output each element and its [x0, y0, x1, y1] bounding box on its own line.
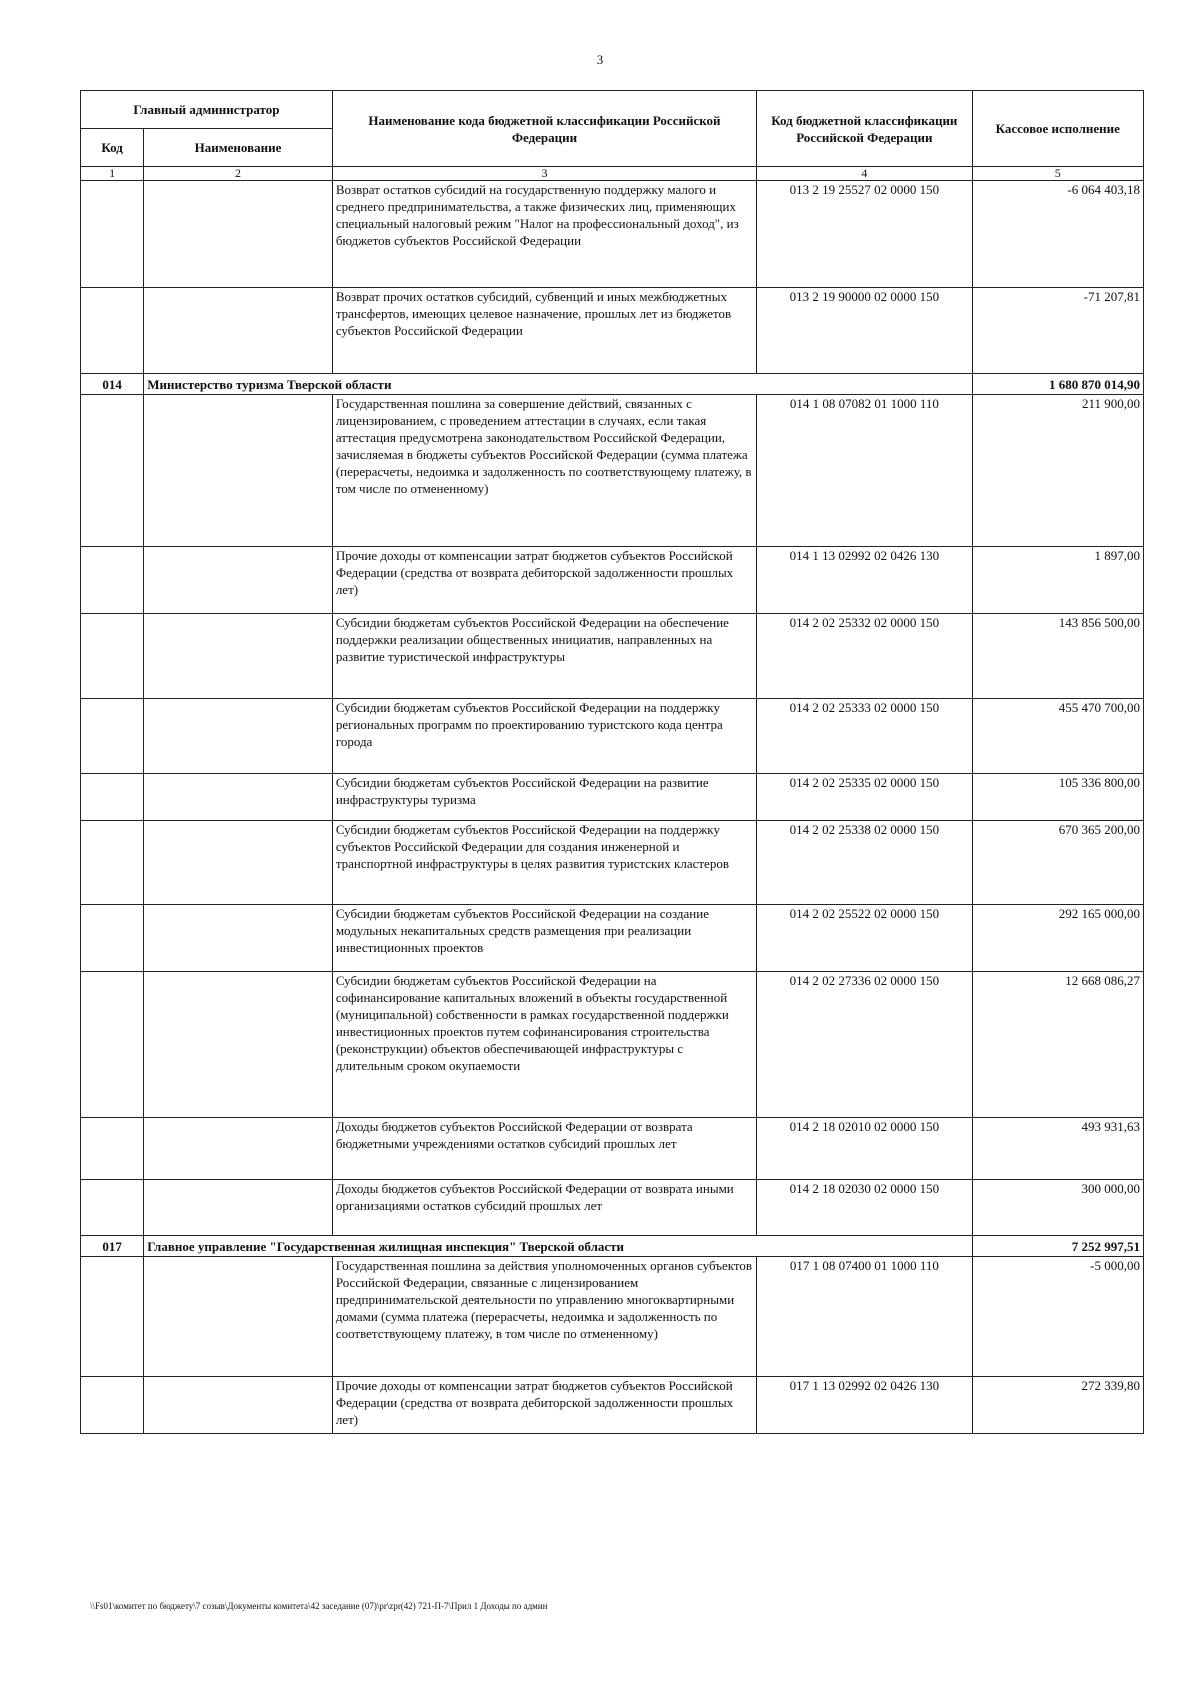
row-amount: 493 931,63	[972, 1118, 1143, 1180]
header-chief-admin: Главный администратор	[81, 91, 333, 129]
row-description: Прочие доходы от компенсации затрат бюджетов субъектов Российской Федерации (средства от возврата дебиторской задолженности прошлых лет)	[332, 1377, 756, 1434]
table-row	[81, 288, 1144, 374]
column-number: 4	[757, 167, 972, 181]
row-code: 014 1 08 07082 01 1000 110	[757, 395, 972, 547]
column-number: 2	[144, 167, 333, 181]
admin-code: 017	[81, 1236, 144, 1257]
header-classification-code: Код бюджетной классификации Российской Федерации	[757, 91, 972, 167]
table-row	[81, 181, 1144, 288]
column-number-row	[81, 167, 1144, 181]
table-row	[81, 1377, 1144, 1434]
row-description: Субсидии бюджетам субъектов Российской Федерации на развитие инфраструктуры туризма	[332, 774, 756, 821]
row-code: 014 2 02 25338 02 0000 150	[757, 821, 972, 905]
row-description: Прочие доходы от компенсации затрат бюджетов субъектов Российской Федерации (средства от возврата дебиторской задолженности прошлых лет)	[332, 547, 756, 614]
table-row	[81, 547, 1144, 614]
header-code: Код	[81, 129, 144, 167]
row-description: Возврат остатков субсидий на государственную поддержку малого и среднего предпринимательства, а также физических лиц, применяющих специальный налоговый режим "Налог на профессиональный доход", из бюджетов субъектов Российской Федерации	[332, 181, 756, 288]
row-amount: 455 470 700,00	[972, 699, 1143, 774]
row-amount: 292 165 000,00	[972, 905, 1143, 972]
row-description: Возврат прочих остатков субсидий, субвенций и иных межбюджетных трансфертов, имеющих целевое назначение, прошлых лет из бюджетов субъектов Российской Федерации	[332, 288, 756, 374]
row-description: Государственная пошлина за действия уполномоченных органов субъектов Российской Федерации, связанные с лицензированием предпринимательской деятельности по управлению многоквартирными домами (сумма платежа (перерасчеты, недоимка и задолженность по соответствующему платежу, в том числе по отмененному)	[332, 1257, 756, 1377]
table-row	[81, 905, 1144, 972]
table-row	[81, 1257, 1144, 1377]
row-amount: -6 064 403,18	[972, 181, 1143, 288]
row-amount: 12 668 086,27	[972, 972, 1143, 1118]
table-row	[81, 821, 1144, 905]
admin-row	[81, 1236, 1144, 1257]
table-row	[81, 395, 1144, 547]
page-number: 3	[596, 52, 604, 67]
row-code: 014 2 18 02010 02 0000 150	[757, 1118, 972, 1180]
column-number: 3	[332, 167, 756, 181]
row-code: 013 2 19 25527 02 0000 150	[757, 181, 972, 288]
row-code: 014 2 18 02030 02 0000 150	[757, 1180, 972, 1236]
row-description: Субсидии бюджетам субъектов Российской Федерации на поддержку региональных программ по проектированию туристского кода центра города	[332, 699, 756, 774]
admin-name: Главное управление "Государственная жилищная инспекция" Тверской области	[144, 1236, 972, 1257]
header-name: Наименование	[144, 129, 333, 167]
row-description: Субсидии бюджетам субъектов Российской Федерации на поддержку субъектов Российской Федерации для создания инженерной и транспортной инфраструктуры в целях развития туристских кластеров	[332, 821, 756, 905]
admin-row	[81, 374, 1144, 395]
table-row	[81, 1180, 1144, 1236]
row-amount: 211 900,00	[972, 395, 1143, 547]
footer-file-path: \\Fs01\комитет по бюджету\7 созыв\Документы комитета\42 заседание (07)\pr\zpr(42) 721-П-7\Прил 1 Доходы по админ	[90, 1601, 548, 1611]
row-amount: 272 339,80	[972, 1377, 1143, 1434]
row-amount: 1 897,00	[972, 547, 1143, 614]
row-amount: -71 207,81	[972, 288, 1143, 374]
table-row	[81, 972, 1144, 1118]
row-code: 014 1 13 02992 02 0426 130	[757, 547, 972, 614]
header-classification-name: Наименование кода бюджетной классификации Российской Федерации	[332, 91, 756, 167]
row-code: 014 2 02 25332 02 0000 150	[757, 614, 972, 699]
row-amount: 670 365 200,00	[972, 821, 1143, 905]
row-amount: -5 000,00	[972, 1257, 1143, 1377]
column-number: 5	[972, 167, 1143, 181]
admin-code: 014	[81, 374, 144, 395]
table-row	[81, 1118, 1144, 1180]
row-code: 017 1 08 07400 01 1000 110	[757, 1257, 972, 1377]
budget-table	[80, 90, 1144, 1434]
table-row	[81, 699, 1144, 774]
table-row	[81, 614, 1144, 699]
row-code: 014 2 02 27336 02 0000 150	[757, 972, 972, 1118]
row-description: Субсидии бюджетам субъектов Российской Федерации на обеспечение поддержки реализации общественных инициатив, направленных на развитие туристической инфраструктуры	[332, 614, 756, 699]
admin-name: Министерство туризма Тверской области	[144, 374, 972, 395]
row-code: 014 2 02 25333 02 0000 150	[757, 699, 972, 774]
column-number: 1	[81, 167, 144, 181]
row-code: 014 2 02 25522 02 0000 150	[757, 905, 972, 972]
row-code: 014 2 02 25335 02 0000 150	[757, 774, 972, 821]
row-amount: 300 000,00	[972, 1180, 1143, 1236]
row-description: Доходы бюджетов субъектов Российской Федерации от возврата иными организациями остатков субсидий прошлых лет	[332, 1180, 756, 1236]
row-description: Субсидии бюджетам субъектов Российской Федерации на создание модульных некапитальных средств размещения при реализации инвестиционных проектов	[332, 905, 756, 972]
admin-total: 7 252 997,51	[972, 1236, 1143, 1257]
table-row	[81, 774, 1144, 821]
admin-total: 1 680 870 014,90	[972, 374, 1143, 395]
row-amount: 143 856 500,00	[972, 614, 1143, 699]
row-description: Субсидии бюджетам субъектов Российской Федерации на софинансирование капитальных вложений в объекты государственной (муниципальной) собственности в рамках государственной поддержки инвестиционных проектов путем софинансирования строительства (реконструкции) объектов обеспечивающей инфраструктуры с длительным сроком окупаемости	[332, 972, 756, 1118]
row-description: Доходы бюджетов субъектов Российской Федерации от возврата бюджетными учреждениями остатков субсидий прошлых лет	[332, 1118, 756, 1180]
row-amount: 105 336 800,00	[972, 774, 1143, 821]
header-cash-execution: Кассовое исполнение	[972, 91, 1143, 167]
row-code: 017 1 13 02992 02 0426 130	[757, 1377, 972, 1434]
row-description: Государственная пошлина за совершение действий, связанных с лицензированием, с проведением аттестации в случаях, если такая аттестация предусмотрена законодательством Российской Федерации, зачисляемая в бюджеты субъектов Российской Федерации (сумма платежа (перерасчеты, недоимка и задолженность по соответствующему платежу, в том числе по отмененному)	[332, 395, 756, 547]
row-code: 013 2 19 90000 02 0000 150	[757, 288, 972, 374]
